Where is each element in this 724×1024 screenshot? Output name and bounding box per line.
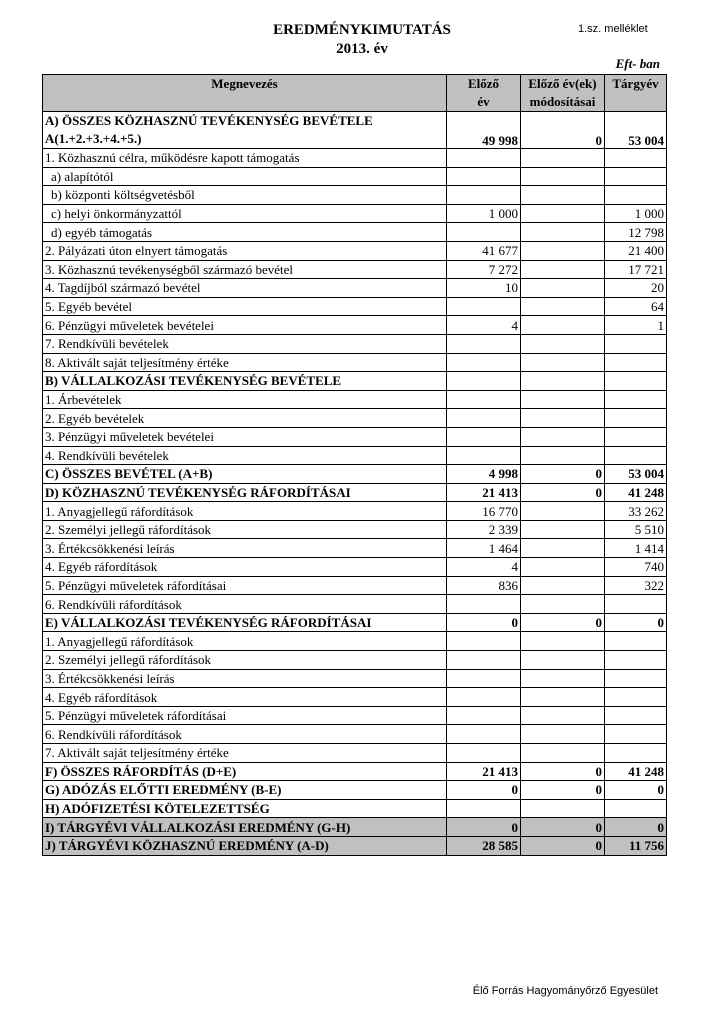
modification-value (521, 353, 605, 372)
row-label: 5. Pénzügyi műveletek ráfordításai (43, 706, 447, 725)
table-row (43, 149, 667, 168)
table-row (43, 651, 667, 670)
column-header-modifications-line1: Előző év(ek) (528, 76, 597, 91)
modification-value (521, 390, 605, 409)
previous-year-value: 41 677 (447, 241, 521, 260)
row-label: 1. Árbevételek (43, 390, 447, 409)
row-label: 2. Személyi jellegű ráfordítások (43, 651, 447, 670)
row-label: 2. Személyi jellegű ráfordítások (43, 520, 447, 539)
current-year-value: 1 (605, 316, 667, 335)
row-label: 7. Aktivált saját teljesítmény értéke (43, 744, 447, 763)
modification-value (521, 669, 605, 688)
modification-value (521, 799, 605, 818)
current-year-value: 322 (605, 576, 667, 595)
modification-value (521, 334, 605, 353)
previous-year-value: 0 (447, 613, 521, 632)
previous-year-value: 4 (447, 558, 521, 577)
row-label: 2. Pályázati úton elnyert támogatás (43, 241, 447, 260)
table-row (43, 297, 667, 316)
column-header-modifications-line2: módosításai (529, 94, 596, 109)
current-year-value: 0 (605, 818, 667, 837)
previous-year-value (447, 744, 521, 763)
modification-value: 0 (521, 836, 605, 855)
modification-value (521, 651, 605, 670)
table-row (43, 744, 667, 763)
row-label: 3. Értékcsökkenési leírás (43, 669, 447, 688)
column-header-current-year: Tárgyév (605, 75, 667, 112)
previous-year-value (447, 186, 521, 205)
table-row (43, 465, 667, 484)
modification-value (521, 520, 605, 539)
row-label: d) egyéb támogatás (43, 223, 447, 242)
current-year-value: 0 (605, 613, 667, 632)
previous-year-value: 21 413 (447, 762, 521, 781)
current-year-value: 33 262 (605, 502, 667, 521)
annex-label: 1.sz. melléklet (578, 23, 648, 35)
table-row (43, 390, 667, 409)
modification-value: 0 (521, 818, 605, 837)
current-year-value: 20 (605, 279, 667, 298)
table-row (43, 669, 667, 688)
previous-year-value: 10 (447, 279, 521, 298)
previous-year-value: 21 413 (447, 483, 521, 502)
current-year-value (605, 334, 667, 353)
current-year-value: 740 (605, 558, 667, 577)
current-year-value: 0 (605, 781, 667, 800)
table-row (43, 279, 667, 298)
current-year-value: 21 400 (605, 241, 667, 260)
column-header-previous-year (447, 75, 521, 112)
previous-year-value (447, 427, 521, 446)
previous-year-value (447, 372, 521, 391)
modification-value (521, 297, 605, 316)
row-label: B) VÁLLALKOZÁSI TEVÉKENYSÉG BEVÉTELE (43, 372, 447, 391)
row-label: b) központi költségvetésből (43, 186, 447, 205)
modification-value (521, 260, 605, 279)
row-label: 6. Rendkívüli ráfordítások (43, 725, 447, 744)
current-year-value: 1 000 (605, 204, 667, 223)
previous-year-value (447, 334, 521, 353)
modification-value (521, 688, 605, 707)
table-row (43, 409, 667, 428)
previous-year-value: 2 339 (447, 520, 521, 539)
row-label: H) ADÓFIZETÉSI KÖTELEZETTSÉG (43, 799, 447, 818)
modification-value (521, 167, 605, 186)
modification-value (521, 427, 605, 446)
modification-value: 0 (521, 465, 605, 484)
current-year-value: 41 248 (605, 483, 667, 502)
previous-year-value (447, 149, 521, 168)
current-year-value (605, 372, 667, 391)
previous-year-value: 49 998 (447, 112, 521, 149)
column-header-previous-year-line2: év (477, 94, 490, 109)
modification-value (521, 241, 605, 260)
table-row (43, 223, 667, 242)
previous-year-value: 0 (447, 818, 521, 837)
table-row (43, 539, 667, 558)
table-row (43, 762, 667, 781)
row-label: 4. Rendkívüli bevételek (43, 446, 447, 465)
table-row (43, 502, 667, 521)
column-header-name: Megnevezés (43, 75, 447, 112)
previous-year-value (447, 651, 521, 670)
previous-year-value (447, 353, 521, 372)
current-year-value (605, 427, 667, 446)
current-year-value (605, 799, 667, 818)
row-label: E) VÁLLALKOZÁSI TEVÉKENYSÉG RÁFORDÍTÁSAI (43, 613, 447, 632)
row-label: J) TÁRGYÉVI KÖZHASZNÚ EREDMÉNY (A-D) (43, 836, 447, 855)
table-header-row (43, 75, 667, 112)
previous-year-value (447, 167, 521, 186)
row-label: 4. Egyéb ráfordítások (43, 558, 447, 577)
current-year-value (605, 186, 667, 205)
modification-value (521, 446, 605, 465)
modification-value (521, 502, 605, 521)
previous-year-value (447, 390, 521, 409)
modification-value: 0 (521, 483, 605, 502)
previous-year-value (447, 669, 521, 688)
table-row (43, 316, 667, 335)
current-year-value (605, 595, 667, 614)
current-year-value: 5 510 (605, 520, 667, 539)
modification-value (521, 372, 605, 391)
row-label: 6. Pénzügyi műveletek bevételei (43, 316, 447, 335)
modification-value (521, 706, 605, 725)
current-year-value (605, 149, 667, 168)
column-header-modifications (521, 75, 605, 112)
previous-year-value: 16 770 (447, 502, 521, 521)
organization-name: Élő Forrás Hagyományőrző Egyesület (472, 985, 658, 997)
previous-year-value: 28 585 (447, 836, 521, 855)
current-year-value (605, 632, 667, 651)
row-label: 4. Tagdíjból származó bevétel (43, 279, 447, 298)
table-row (43, 558, 667, 577)
modification-value (521, 223, 605, 242)
row-label: 1. Közhasznú célra, működésre kapott támogatás (43, 149, 447, 168)
row-label-line: A) ÖSSZES KÖZHASZNÚ TEVÉKENYSÉG BEVÉTELE (45, 113, 373, 128)
row-label: I) TÁRGYÉVI VÁLLALKOZÁSI EREDMÉNY (G-H) (43, 818, 447, 837)
modification-value (521, 632, 605, 651)
previous-year-value (447, 446, 521, 465)
modification-value (521, 595, 605, 614)
modification-value (521, 539, 605, 558)
current-year-value: 11 756 (605, 836, 667, 855)
previous-year-value (447, 297, 521, 316)
current-year-value (605, 353, 667, 372)
row-label: F) ÖSSZES RÁFORDÍTÁS (D+E) (43, 762, 447, 781)
table-row (43, 818, 667, 837)
modification-value: 0 (521, 781, 605, 800)
row-label: 2. Egyéb bevételek (43, 409, 447, 428)
row-label: 8. Aktivált saját teljesítmény értéke (43, 353, 447, 372)
table-row (43, 632, 667, 651)
row-label: 5. Pénzügyi műveletek ráfordításai (43, 576, 447, 595)
table-row (43, 613, 667, 632)
table-row (43, 446, 667, 465)
table-row (43, 167, 667, 186)
table-row (43, 112, 667, 149)
current-year-value (605, 409, 667, 428)
table-row (43, 260, 667, 279)
current-year-value (605, 651, 667, 670)
table-row (43, 372, 667, 391)
modification-value (521, 576, 605, 595)
row-label: 4. Egyéb ráfordítások (43, 688, 447, 707)
table-row (43, 688, 667, 707)
previous-year-value (447, 632, 521, 651)
row-label: c) helyi önkormányzattól (43, 204, 447, 223)
previous-year-value: 7 272 (447, 260, 521, 279)
row-label: 3. Közhasznú tevékenységből származó bevétel (43, 260, 447, 279)
previous-year-value: 4 998 (447, 465, 521, 484)
table-row (43, 334, 667, 353)
row-label: 6. Rendkívüli ráfordítások (43, 595, 447, 614)
table-row (43, 836, 667, 855)
current-year-value: 17 721 (605, 260, 667, 279)
previous-year-value (447, 706, 521, 725)
table-row (43, 595, 667, 614)
report-year: 2013. év (336, 41, 388, 57)
current-year-value (605, 669, 667, 688)
column-header-previous-year-line1: Előző (467, 76, 500, 91)
table-row (43, 241, 667, 260)
previous-year-value: 0 (447, 781, 521, 800)
table-row (43, 799, 667, 818)
previous-year-value (447, 595, 521, 614)
current-year-value (605, 390, 667, 409)
row-label: 5. Egyéb bevétel (43, 297, 447, 316)
row-label (43, 112, 447, 149)
row-label: G) ADÓZÁS ELŐTTI EREDMÉNY (B-E) (43, 781, 447, 800)
table-row (43, 353, 667, 372)
table-row (43, 576, 667, 595)
current-year-value: 53 004 (605, 112, 667, 149)
modification-value: 0 (521, 613, 605, 632)
unit-label: Eft- ban (615, 56, 660, 71)
previous-year-value (447, 799, 521, 818)
row-label: C) ÖSSZES BEVÉTEL (A+B) (43, 465, 447, 484)
modification-value (521, 316, 605, 335)
row-label: 1. Anyagjellegű ráfordítások (43, 502, 447, 521)
modification-value (521, 186, 605, 205)
row-label: 1. Anyagjellegű ráfordítások (43, 632, 447, 651)
table-row (43, 427, 667, 446)
modification-value (521, 744, 605, 763)
current-year-value: 12 798 (605, 223, 667, 242)
previous-year-value (447, 409, 521, 428)
current-year-value: 53 004 (605, 465, 667, 484)
previous-year-value: 836 (447, 576, 521, 595)
page-title: EREDMÉNYKIMUTATÁS (273, 22, 451, 38)
current-year-value (605, 688, 667, 707)
modification-value (521, 409, 605, 428)
table-row (43, 204, 667, 223)
income-statement-table (42, 74, 667, 856)
current-year-value: 1 414 (605, 539, 667, 558)
row-label-line: A(1.+2.+3.+4.+5.) (45, 131, 142, 146)
table-row (43, 706, 667, 725)
row-label: a) alapítótól (43, 167, 447, 186)
current-year-value: 64 (605, 297, 667, 316)
table-row (43, 520, 667, 539)
current-year-value (605, 744, 667, 763)
modification-value: 0 (521, 112, 605, 149)
previous-year-value: 1 000 (447, 204, 521, 223)
previous-year-value: 1 464 (447, 539, 521, 558)
modification-value (521, 279, 605, 298)
modification-value (521, 725, 605, 744)
previous-year-value (447, 688, 521, 707)
modification-value (521, 149, 605, 168)
table-row (43, 781, 667, 800)
previous-year-value (447, 223, 521, 242)
modification-value (521, 558, 605, 577)
modification-value (521, 204, 605, 223)
current-year-value (605, 446, 667, 465)
row-label: 3. Pénzügyi műveletek bevételei (43, 427, 447, 446)
previous-year-value (447, 725, 521, 744)
table-row (43, 725, 667, 744)
current-year-value (605, 706, 667, 725)
current-year-value (605, 167, 667, 186)
current-year-value: 41 248 (605, 762, 667, 781)
modification-value: 0 (521, 762, 605, 781)
table-row (43, 483, 667, 502)
row-label: 3. Értékcsökkenési leírás (43, 539, 447, 558)
row-label: 7. Rendkívüli bevételek (43, 334, 447, 353)
row-label: D) KÖZHASZNÚ TEVÉKENYSÉG RÁFORDÍTÁSAI (43, 483, 447, 502)
current-year-value (605, 725, 667, 744)
previous-year-value: 4 (447, 316, 521, 335)
table-row (43, 186, 667, 205)
